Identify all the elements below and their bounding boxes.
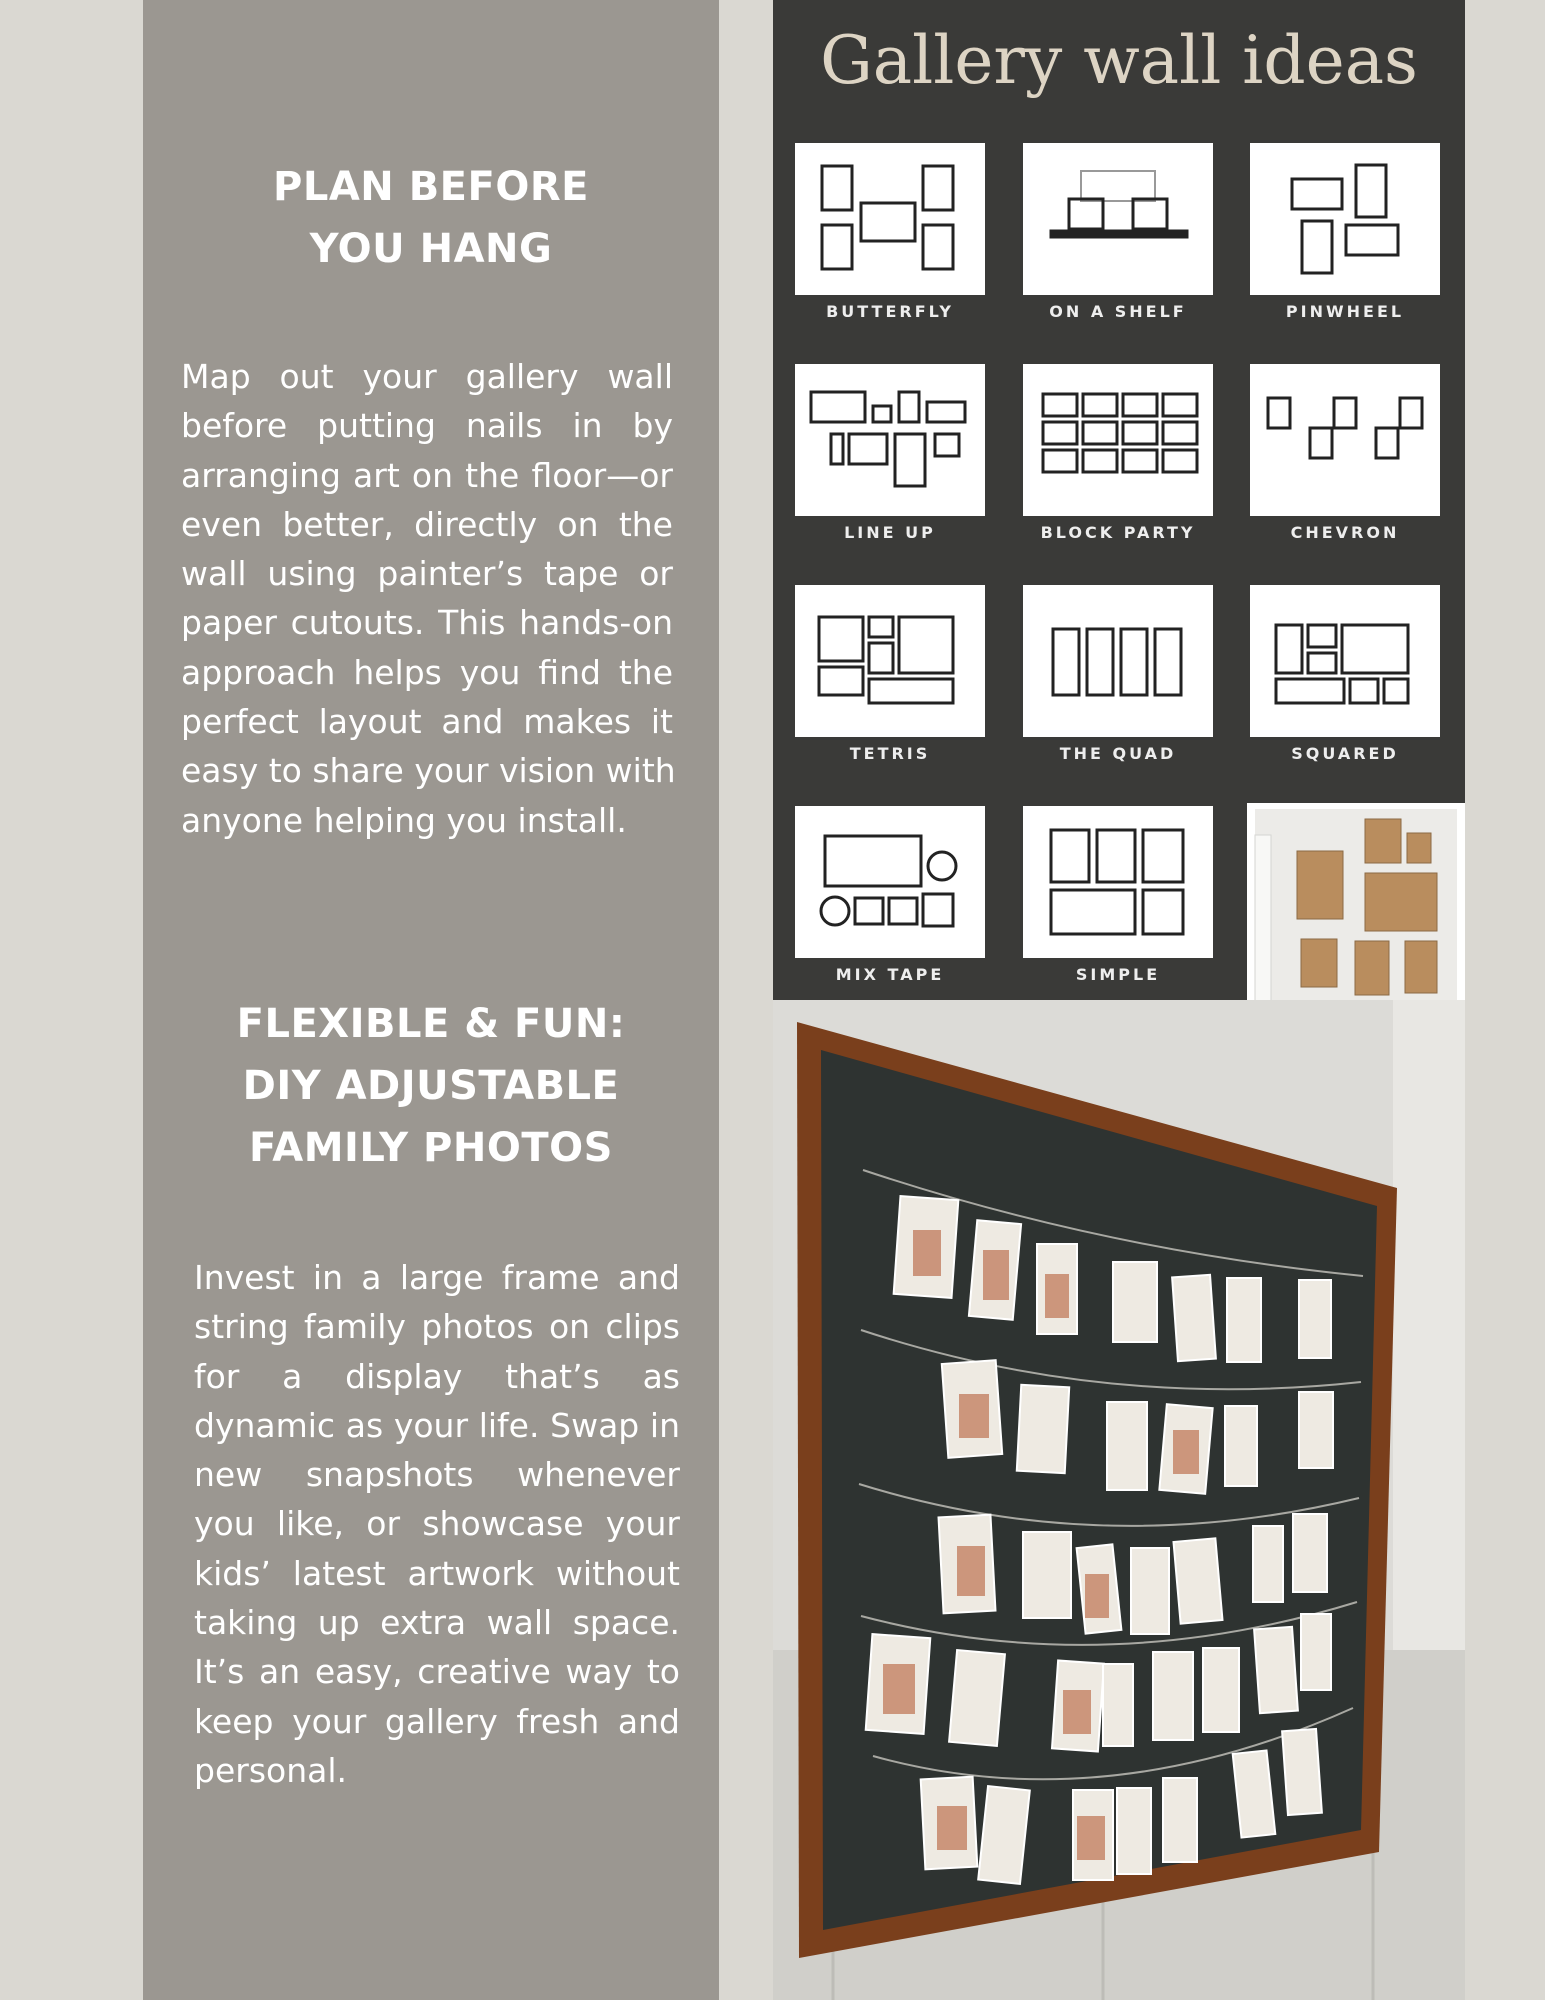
heading-line: FLEXIBLE & FUN: — [236, 1001, 626, 1047]
body-line: anyone helping you install. — [181, 800, 627, 840]
section-body-flexible — [194, 1253, 680, 1795]
shelf-diagram — [1023, 143, 1213, 295]
body-line: approach helps you find the — [181, 652, 673, 692]
layout-tile-block-party — [1023, 364, 1213, 516]
butterfly-diagram — [795, 143, 985, 295]
body-line: for a display that’s as — [194, 1356, 680, 1396]
layout-tile-pinwheel — [1250, 143, 1440, 295]
layout-tile-butterfly — [795, 143, 985, 295]
body-line: taking up extra wall space. — [194, 1603, 680, 1643]
section-heading-flexible — [143, 993, 719, 1179]
quad-diagram — [1023, 585, 1213, 737]
layout-tile-tetris — [795, 585, 985, 737]
body-line: before putting nails in by — [181, 406, 673, 446]
body-line: keep your gallery fresh and — [194, 1701, 680, 1741]
pinwheel-diagram — [1250, 143, 1440, 295]
body-line: easy to share your vision with — [181, 751, 676, 791]
layout-tile-simple — [1023, 806, 1213, 958]
chalkboard-photo-illustration — [773, 1000, 1465, 2000]
layout-label: SIMPLE — [1075, 965, 1161, 984]
body-line: arranging art on the floor—or — [181, 455, 673, 495]
heading-line: YOU HANG — [309, 226, 553, 272]
gallery-title: Gallery wall ideas — [820, 22, 1418, 99]
layout-label: LINE UP — [844, 523, 936, 542]
body-line: Invest in a large frame and — [194, 1258, 680, 1297]
body-line: wall using painter’s tape or — [181, 554, 673, 594]
line-up-diagram — [795, 364, 985, 516]
body-line: Map out your gallery wall — [181, 357, 673, 396]
body-line: kids’ latest artwork without — [194, 1553, 680, 1593]
tetris-diagram — [795, 585, 985, 737]
layout-tile-chevron — [1250, 364, 1440, 516]
text-panel — [143, 0, 719, 2000]
section-heading-plan — [143, 156, 719, 280]
layout-label: BLOCK PARTY — [1040, 523, 1196, 542]
layout-label: SQUARED — [1291, 744, 1399, 763]
mix-tape-diagram — [795, 806, 985, 958]
body-line: new snapshots whenever — [194, 1455, 680, 1495]
layout-label: MIX TAPE — [835, 965, 945, 984]
chevron-diagram — [1250, 364, 1440, 516]
layout-tile-on-a-shelf — [1023, 143, 1213, 295]
layout-tile-mix-tape — [795, 806, 985, 958]
section-body-plan — [181, 352, 676, 845]
simple-diagram — [1023, 806, 1213, 958]
heading-line: DIY ADJUSTABLE — [242, 1063, 620, 1109]
layout-label: THE QUAD — [1059, 744, 1177, 763]
block-party-diagram — [1023, 364, 1213, 516]
layout-tile-squared — [1250, 585, 1440, 737]
layout-label: PINWHEEL — [1285, 302, 1405, 321]
body-line: perfect layout and makes it — [181, 702, 673, 742]
body-line: string family photos on clips — [194, 1307, 680, 1347]
layout-label: TETRIS — [849, 744, 931, 763]
layout-label: CHEVRON — [1290, 523, 1400, 542]
squared-diagram — [1250, 585, 1440, 737]
family-photo-chalkboard-image — [773, 1000, 1465, 2000]
heading-line: PLAN BEFORE — [273, 164, 589, 210]
layout-label: BUTTERFLY — [826, 302, 954, 321]
body-line: It’s an easy, creative way to — [194, 1652, 680, 1692]
body-line: dynamic as your life. Swap in — [194, 1405, 680, 1445]
body-line: personal. — [194, 1750, 347, 1790]
layout-label: ON A SHELF — [1049, 302, 1187, 321]
layout-tile-the-quad — [1023, 585, 1213, 737]
body-line: paper cutouts. This hands-on — [181, 603, 673, 643]
body-line: even better, directly on the — [181, 504, 673, 544]
body-line: you like, or showcase your — [194, 1504, 680, 1544]
layout-tile-line-up — [795, 364, 985, 516]
heading-line: FAMILY PHOTOS — [249, 1125, 613, 1171]
